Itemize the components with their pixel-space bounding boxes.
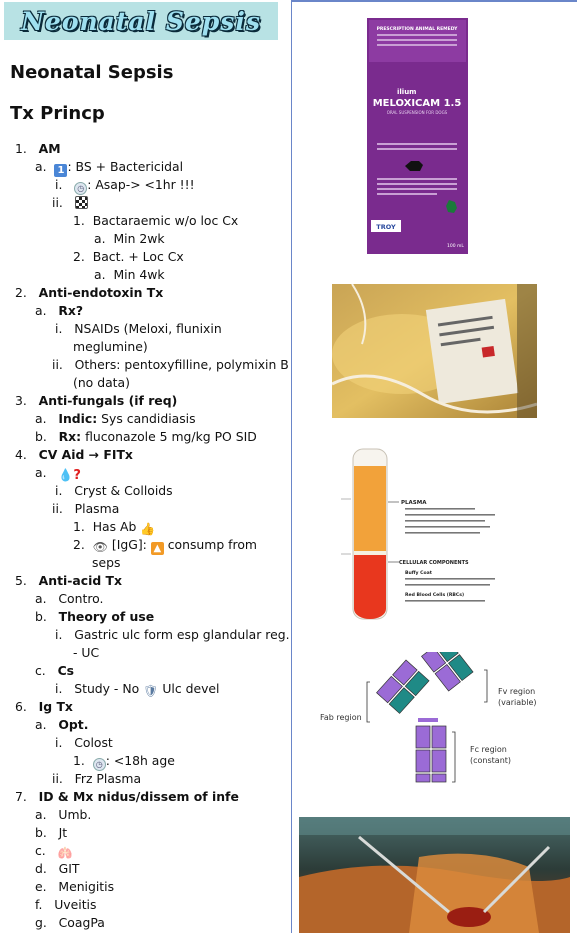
keycap-one-icon: 1 — [54, 164, 67, 177]
list-item: i. Cryst & Colloids — [55, 483, 173, 498]
box-maker: TROY — [376, 223, 396, 231]
list-item: 1. Has Ab 👍 — [73, 519, 156, 536]
fc-label: Fc region — [470, 745, 507, 754]
thumbs-up-icon: 👍 — [140, 522, 156, 536]
list-item: ii. Others: pentoxyfilline, polymixin B — [52, 357, 289, 372]
meloxicam-box-image — [367, 18, 468, 254]
list-item: c. 🫁 — [35, 843, 73, 860]
droplet-icon: 💧 — [58, 468, 74, 482]
section-heading: Tx Princp — [10, 103, 105, 124]
clock-icon: ◷ — [93, 758, 106, 771]
list-item: a. Min 4wk — [94, 267, 165, 282]
shield-icon: 🛡 — [143, 684, 159, 698]
blood-tube-diagram — [333, 444, 537, 628]
surgery-photo — [299, 817, 570, 933]
list-item: a. 1 : BS + Bactericidal — [35, 159, 184, 176]
list-item: 1. AM — [15, 141, 61, 156]
rbc-label: Red Blood Cells (RBCs) — [405, 593, 465, 598]
list-item: ii. — [52, 194, 88, 212]
list-item: i. NSAIDs (Meloxi, flunixin — [55, 321, 222, 336]
list-item: a. Min 2wk — [94, 231, 165, 246]
list-item: a. Rx? — [35, 303, 84, 318]
column-divider — [291, 0, 292, 933]
list-item: 3. Anti-fungals (if req) — [15, 393, 178, 408]
list-item-continuation: - UC — [73, 645, 100, 660]
eye-icon: 👁 — [92, 540, 108, 554]
lungs-icon: 🫁 — [57, 846, 73, 860]
list-item: 4. CV Aid → FITx — [15, 447, 133, 462]
box-desc: ORAL SUSPENSION FOR DOGS — [386, 110, 448, 115]
up-arrow-icon: ▲ — [151, 542, 164, 555]
fab-label: Fab region — [320, 713, 362, 722]
list-item: i. ◷ : Asap-> <1hr !!! — [55, 177, 195, 193]
list-item-continuation: (no data) — [73, 375, 130, 390]
list-item: i. Colost — [55, 735, 113, 750]
list-item: g. CoagPa — [35, 915, 105, 930]
banner — [4, 2, 278, 40]
list-item: c. Cs — [35, 663, 75, 678]
list-item: 1. Bactaraemic w/o loc Cx — [73, 213, 239, 228]
list-item: ii. Frz Plasma — [52, 771, 142, 786]
plasma-layer — [354, 466, 386, 551]
top-border — [291, 0, 577, 2]
antibody-diagram — [318, 652, 558, 792]
question-mark-icon: ? — [73, 468, 81, 483]
list-item: a. 💧? — [35, 465, 81, 483]
plasma-bag-photo — [332, 284, 537, 418]
list-item: ii. Plasma — [52, 501, 120, 516]
checkered-flag-icon — [75, 196, 88, 209]
box-product: MELOXICAM 1.5 — [372, 98, 462, 109]
box-top-text: PRESCRIPTION ANIMAL REMEDY — [376, 27, 458, 32]
list-item-continuation: meglumine) — [73, 339, 148, 354]
page-title: Neonatal Sepsis — [10, 62, 174, 83]
list-item: 5. Anti-acid Tx — [15, 573, 122, 588]
list-item: a. Indic: Sys candidiasis — [35, 411, 196, 426]
fv-sub-label: (variable) — [498, 698, 537, 707]
list-item: a. Opt. — [35, 717, 89, 732]
list-item: b. Rx: fluconazole 5 mg/kg PO SID — [35, 429, 257, 444]
list-item: b. Jt — [35, 825, 68, 840]
cellular-label: CELLULAR COMPONENTS — [399, 560, 469, 566]
list-item: 6. Ig Tx — [15, 699, 73, 714]
list-item: f. Uveitis — [35, 897, 97, 912]
list-item: a. Contro. — [35, 591, 104, 606]
plasma-label: PLASMA — [401, 500, 427, 506]
box-brand: ilium — [397, 88, 417, 96]
fc-sub-label: (constant) — [470, 756, 512, 765]
list-item: i. Gastric ulc form esp glandular reg. — [55, 627, 290, 642]
clock-icon: ◷ — [74, 182, 87, 195]
list-item-continuation: seps — [92, 555, 121, 570]
list-item: i. Study - No 🛡 Ulc devel — [55, 681, 220, 698]
banner-title: Neonatal Sepsis — [21, 6, 261, 36]
list-item: 2. 👁 [IgG]: ▲ consump from — [73, 537, 257, 554]
list-item: 7. ID & Mx nidus/dissem of infe — [15, 789, 239, 804]
list-item: 2. Bact. + Loc Cx — [73, 249, 184, 264]
box-volume: 100 mL — [447, 244, 464, 249]
list-item: 2. Anti-endotoxin Tx — [15, 285, 164, 300]
list-item: a. Umb. — [35, 807, 92, 822]
fv-label: Fv region — [498, 687, 536, 696]
buffy-label: Buffy Coat — [405, 571, 432, 576]
list-item: 1. ◷ : <18h age — [73, 753, 175, 769]
rbc-layer — [354, 555, 386, 619]
list-item: b. Theory of use — [35, 609, 155, 624]
list-item: e. Menigitis — [35, 879, 115, 894]
list-item: d. GIT — [35, 861, 80, 876]
